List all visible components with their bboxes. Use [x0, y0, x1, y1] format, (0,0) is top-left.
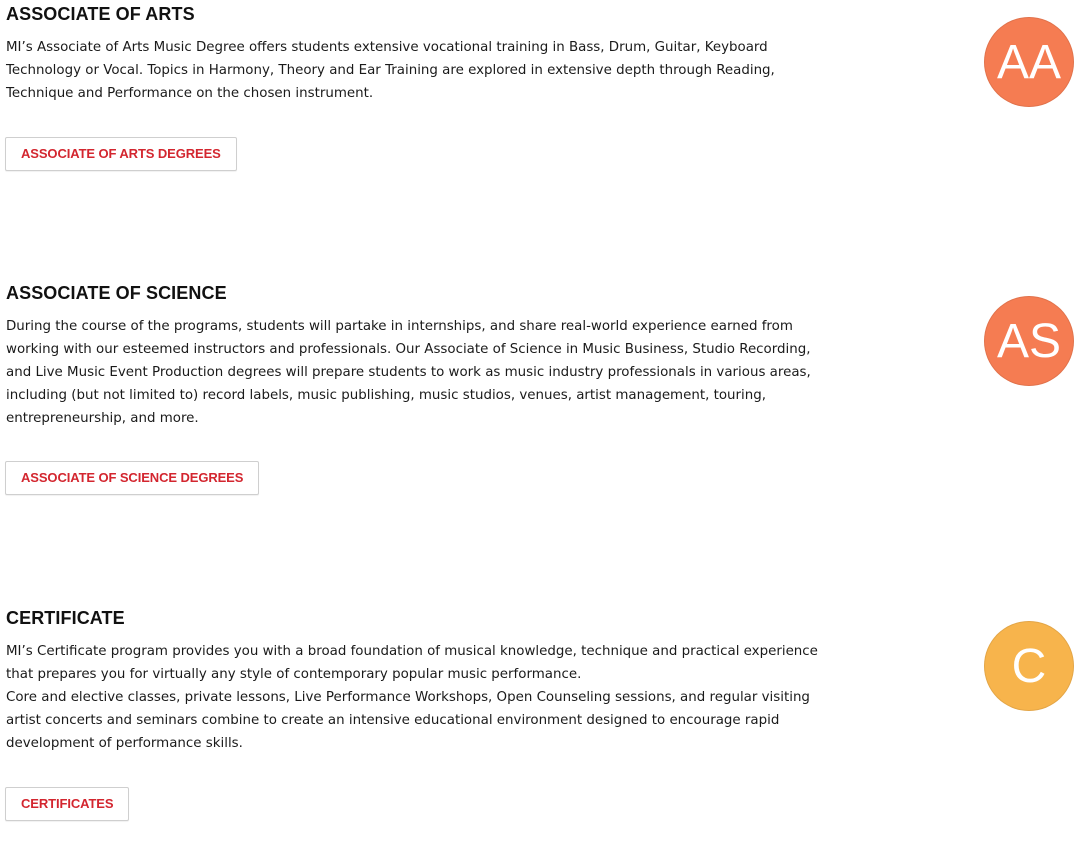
description-paragraph: Core and elective classes, private lessons, Live Performance Workshops, Open Counseling sessions, and regular visiting artist concerts and seminars combine to create an intensive educational environment designed to encourage rapid development of performance skills. [6, 690, 810, 751]
program-badge-c: C [984, 621, 1074, 711]
program-title: ASSOCIATE OF SCIENCE [6, 283, 227, 303]
program-description [6, 640, 841, 755]
program-title: ASSOCIATE OF ARTS [6, 4, 195, 24]
program-description [6, 36, 806, 105]
certificates-button[interactable]: CERTIFICATES [5, 787, 129, 821]
program-badge-aa: AA [984, 17, 1074, 107]
program-title: CERTIFICATE [6, 608, 125, 628]
associate-of-science-degrees-button[interactable]: ASSOCIATE OF SCIENCE DEGREES [5, 461, 259, 495]
associate-of-arts-degrees-button[interactable]: ASSOCIATE OF ARTS DEGREES [5, 137, 237, 171]
description-paragraph: MI’s Associate of Arts Music Degree offers students extensive vocational training in Bass, Drum, Guitar, Keyboard Technology or Vocal. Topics in Harmony, Theory and Ear Training are explored in extensive depth through Reading, Technique and Performance on the chosen instrument. [6, 40, 775, 101]
description-paragraph: MI’s Certificate program provides you with a broad foundation of musical knowledge, technique and practical experience that prepares you for virtually any style of contemporary popular music performance. [6, 644, 818, 682]
program-description [6, 315, 836, 430]
description-paragraph: During the course of the programs, students will partake in internships, and share real-world experience earned from working with our esteemed instructors and professionals. Our Associate of Science in Music Business, Studio Recording, and Live Music Event Production degrees will prepare students to work as music industry professionals in various areas, including (but not limited to) record labels, music publishing, music studios, venues, artist management, touring, entrepreneurship, and more. [6, 319, 811, 426]
program-badge-as: AS [984, 296, 1074, 386]
